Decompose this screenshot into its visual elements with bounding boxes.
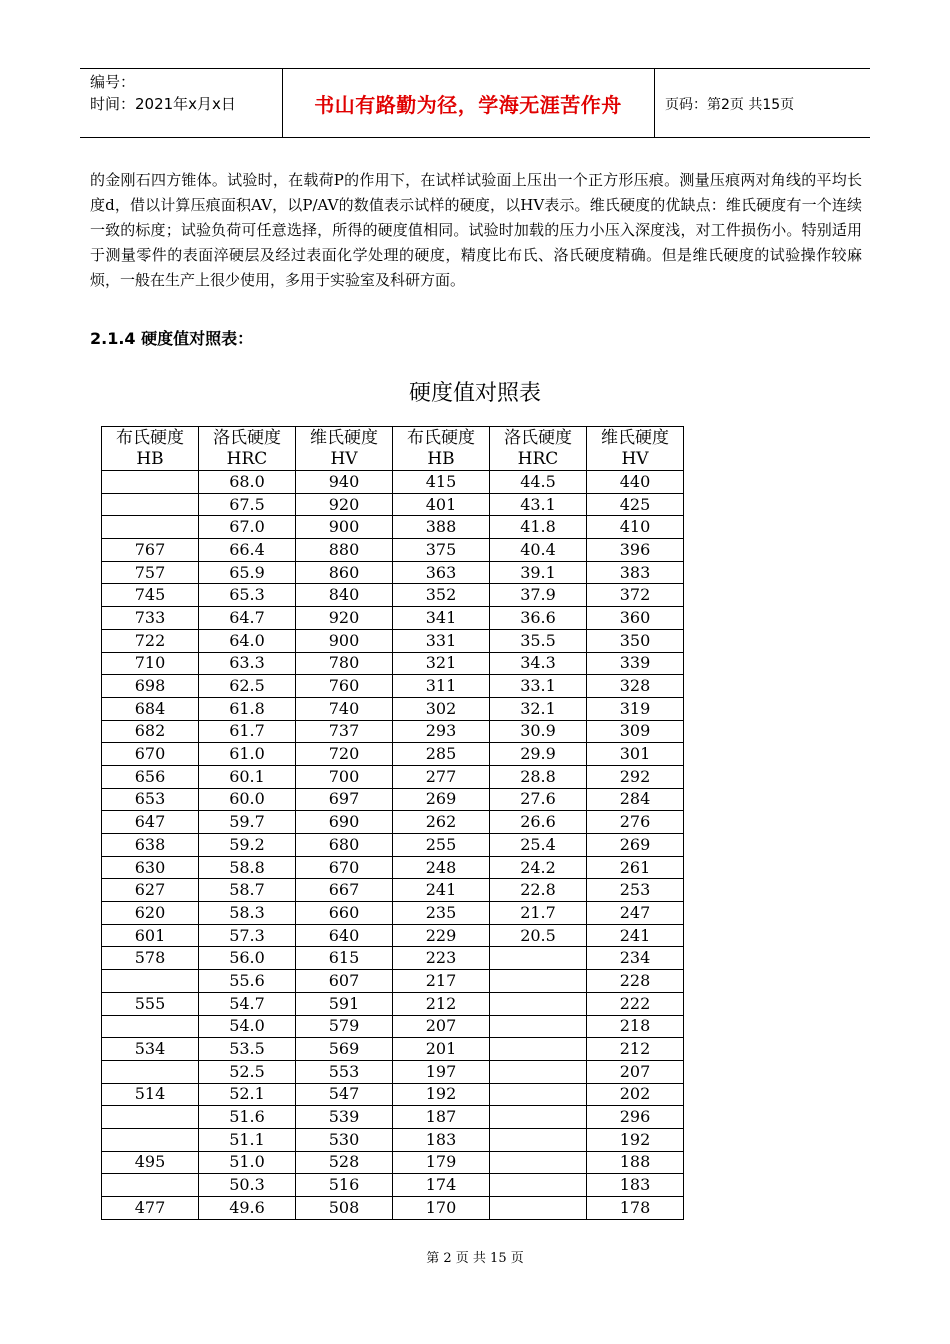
table-cell: 410 [587,516,684,539]
table-row [102,652,684,675]
table-cell: 234 [587,947,684,970]
table-cell: 36.6 [490,607,587,630]
table-cell: 262 [393,811,490,834]
table-cell [490,1106,587,1129]
table-cell: 690 [296,811,393,834]
table-cell: 555 [102,992,199,1015]
table-cell: 415 [393,471,490,494]
table-cell [102,1060,199,1083]
table-cell: 51.0 [199,1151,296,1174]
table-cell: 740 [296,697,393,720]
table-cell: 20.5 [490,924,587,947]
table-cell: 241 [587,924,684,947]
table-cell: 202 [587,1083,684,1106]
table-cell: 58.3 [199,902,296,925]
table-cell: 170 [393,1197,490,1220]
table-cell: 660 [296,902,393,925]
table-cell: 615 [296,947,393,970]
table-cell: 698 [102,675,199,698]
section-heading: 2.1.4 硬度值对照表： [90,329,254,348]
table-cell: 767 [102,539,199,562]
table-cell: 296 [587,1106,684,1129]
table-cell: 508 [296,1197,393,1220]
table-cell: 50.3 [199,1174,296,1197]
table-cell: 780 [296,652,393,675]
table-cell: 55.6 [199,970,296,993]
table-cell: 44.5 [490,471,587,494]
table-header-row [102,427,684,471]
table-cell: 495 [102,1151,199,1174]
column-header-name: 布氏硬度 [116,427,184,448]
column-header-name: 洛氏硬度 [213,427,281,448]
table-row [102,743,684,766]
table-cell: 22.8 [490,879,587,902]
table-row [102,1038,684,1061]
table-cell: 920 [296,493,393,516]
table-cell: 51.1 [199,1128,296,1151]
table-cell: 60.1 [199,765,296,788]
column-header [587,427,684,471]
table-cell: 192 [587,1128,684,1151]
table-cell: 547 [296,1083,393,1106]
table-cell: 656 [102,765,199,788]
table-cell: 292 [587,765,684,788]
table-cell: 745 [102,584,199,607]
table-row [102,765,684,788]
header-meta-cell [80,69,283,137]
table-cell [102,970,199,993]
table-cell: 228 [587,970,684,993]
table-cell: 733 [102,607,199,630]
column-header [296,427,393,471]
table-cell: 41.8 [490,516,587,539]
table-cell: 277 [393,765,490,788]
table-cell: 341 [393,607,490,630]
table-cell: 21.7 [490,902,587,925]
table-cell: 58.8 [199,856,296,879]
table-cell: 285 [393,743,490,766]
column-header [199,427,296,471]
table-cell: 183 [393,1128,490,1151]
table-cell: 65.9 [199,561,296,584]
table-cell: 269 [393,788,490,811]
table-row [102,924,684,947]
table-cell: 539 [296,1106,393,1129]
table-cell: 757 [102,561,199,584]
table-cell: 352 [393,584,490,607]
table-cell [490,1151,587,1174]
table-cell: 54.0 [199,1015,296,1038]
table-cell [490,1038,587,1061]
table-cell: 62.5 [199,675,296,698]
table-cell: 319 [587,697,684,720]
table-cell: 24.2 [490,856,587,879]
table-cell: 516 [296,1174,393,1197]
table-cell: 33.1 [490,675,587,698]
table-cell: 530 [296,1128,393,1151]
table-cell: 682 [102,720,199,743]
table-cell: 284 [587,788,684,811]
column-header-name: 洛氏硬度 [504,427,572,448]
column-header-unit: HB [136,448,164,469]
table-row [102,788,684,811]
column-header-unit: HRC [517,448,559,469]
table-cell [490,947,587,970]
table-cell: 302 [393,697,490,720]
table-cell: 293 [393,720,490,743]
table-cell: 60.0 [199,788,296,811]
table-cell: 477 [102,1197,199,1220]
table-cell: 49.6 [199,1197,296,1220]
table-cell: 253 [587,879,684,902]
table-cell: 940 [296,471,393,494]
table-cell: 440 [587,471,684,494]
table-cell: 601 [102,924,199,947]
table-cell: 27.6 [490,788,587,811]
table-cell: 255 [393,834,490,857]
table-cell: 514 [102,1083,199,1106]
table-cell: 269 [587,834,684,857]
table-body [102,471,684,1220]
table-row [102,992,684,1015]
table-cell: 760 [296,675,393,698]
table-cell: 63.3 [199,652,296,675]
table-cell: 29.9 [490,743,587,766]
table-cell: 534 [102,1038,199,1061]
table-cell: 35.5 [490,629,587,652]
table-cell: 638 [102,834,199,857]
table-cell: 697 [296,788,393,811]
hardness-table [101,426,684,1220]
table-cell: 680 [296,834,393,857]
table-cell: 425 [587,493,684,516]
table-row [102,493,684,516]
table-cell: 670 [296,856,393,879]
table-cell: 396 [587,539,684,562]
table-cell: 197 [393,1060,490,1083]
table-cell: 700 [296,765,393,788]
table-row [102,856,684,879]
table-cell: 207 [393,1015,490,1038]
table-cell: 653 [102,788,199,811]
table-cell: 187 [393,1106,490,1129]
table-row [102,629,684,652]
table-row [102,811,684,834]
table-row [102,584,684,607]
column-header-unit: HB [427,448,455,469]
table-cell: 321 [393,652,490,675]
header-page-cell [655,69,870,137]
table-cell: 375 [393,539,490,562]
table-cell: 218 [587,1015,684,1038]
table-cell: 578 [102,947,199,970]
table-row [102,720,684,743]
table-cell: 301 [587,743,684,766]
table-cell: 276 [587,811,684,834]
table-cell [490,1060,587,1083]
table-cell: 61.0 [199,743,296,766]
table-cell: 56.0 [199,947,296,970]
table-row [102,834,684,857]
table-row [102,1174,684,1197]
table-cell [102,1106,199,1129]
table-cell [102,1015,199,1038]
table-cell [102,1128,199,1151]
table-cell: 261 [587,856,684,879]
column-header [490,427,587,471]
table-row [102,1106,684,1129]
header-page-label: 页码：第2页 共15页 [665,97,795,113]
table-cell [490,1015,587,1038]
table-title: 硬度值对照表 [408,381,541,406]
table-cell: 383 [587,561,684,584]
column-header-name: 维氏硬度 [601,427,669,448]
table-cell: 229 [393,924,490,947]
table-cell: 39.1 [490,561,587,584]
table-cell: 179 [393,1151,490,1174]
table-cell: 174 [393,1174,490,1197]
body-paragraph: 的金刚石四方锥体。试验时，在载荷P的作用下，在试样试验面上压出一个正方形压痕。测量压痕两对角线的平均长度d，借以计算压痕面积AV，以P/AV的数值表示试样的硬度，以HV表示。维氏硬度的优缺点：维氏硬度有一个连续一致的标度；试验负荷可任意选择，所得的硬度值相同。试验时加载的压力小压入深度浅，对工件损伤小。特别适用于测量零件的表面淬硬层及经过表面化学处理的硬度，精度比布氏、洛氏硬度精确。但是维氏硬度的试验操作较麻烦，一般在生产上很少使用，多用于实验室及科研方面。 [90,171,862,289]
table-cell: 667 [296,879,393,902]
table-cell [490,1128,587,1151]
table-cell: 388 [393,516,490,539]
table-cell: 65.3 [199,584,296,607]
document-number-label: 编号： [90,73,136,91]
table-cell: 222 [587,992,684,1015]
table-cell: 52.5 [199,1060,296,1083]
table-cell: 309 [587,720,684,743]
table-cell [490,1174,587,1197]
table-row [102,675,684,698]
table-cell: 880 [296,539,393,562]
table-cell: 311 [393,675,490,698]
table-cell: 53.5 [199,1038,296,1061]
table-cell: 67.5 [199,493,296,516]
table-row [102,970,684,993]
header-motto: 书山有路勤为径，学海无涯苦作舟 [314,93,622,117]
table-cell [490,970,587,993]
table-cell: 720 [296,743,393,766]
table-row [102,902,684,925]
table-cell: 207 [587,1060,684,1083]
table-row [102,1128,684,1151]
table-cell [102,493,199,516]
table-cell: 591 [296,992,393,1015]
table-cell [490,1197,587,1220]
table-cell: 40.4 [490,539,587,562]
table-cell: 188 [587,1151,684,1174]
table-cell: 360 [587,607,684,630]
table-row [102,561,684,584]
table-cell [490,1083,587,1106]
table-cell: 25.4 [490,834,587,857]
table-cell: 54.7 [199,992,296,1015]
document-date-label: 时间：2021年x月x日 [90,95,236,113]
table-cell: 860 [296,561,393,584]
table-cell: 920 [296,607,393,630]
table-cell: 51.6 [199,1106,296,1129]
table-row [102,539,684,562]
table-cell: 58.7 [199,879,296,902]
table-row [102,607,684,630]
table-row [102,516,684,539]
page-header [80,68,870,138]
table-cell: 620 [102,902,199,925]
table-cell: 647 [102,811,199,834]
table-cell: 722 [102,629,199,652]
table-cell: 34.3 [490,652,587,675]
table-cell: 247 [587,902,684,925]
table-cell: 64.7 [199,607,296,630]
table-row [102,1151,684,1174]
table-cell: 61.7 [199,720,296,743]
table-cell: 401 [393,493,490,516]
table-cell: 183 [587,1174,684,1197]
table-cell: 607 [296,970,393,993]
page-footer: 第 2 页 共 15 页 [426,1251,524,1266]
table-row [102,879,684,902]
table-cell: 37.9 [490,584,587,607]
column-header-name: 维氏硬度 [310,427,378,448]
table-cell: 331 [393,629,490,652]
table-cell: 840 [296,584,393,607]
table-cell: 350 [587,629,684,652]
table-cell: 553 [296,1060,393,1083]
table-cell [102,516,199,539]
table-cell: 328 [587,675,684,698]
column-header-unit: HRC [226,448,268,469]
table-cell: 737 [296,720,393,743]
table-cell: 900 [296,516,393,539]
table-cell: 569 [296,1038,393,1061]
table-row [102,1083,684,1106]
table-cell: 52.1 [199,1083,296,1106]
header-motto-cell [282,69,655,137]
column-header-unit: HV [330,448,358,469]
table-cell: 178 [587,1197,684,1220]
table-row [102,1197,684,1220]
table-cell [102,1174,199,1197]
table-cell: 372 [587,584,684,607]
table-cell: 212 [393,992,490,1015]
table-cell: 43.1 [490,493,587,516]
table-cell: 235 [393,902,490,925]
table-cell: 26.6 [490,811,587,834]
table-cell: 212 [587,1038,684,1061]
table-cell: 339 [587,652,684,675]
column-header-unit: HV [621,448,649,469]
table-cell: 61.8 [199,697,296,720]
table-cell: 217 [393,970,490,993]
table-cell: 630 [102,856,199,879]
table-cell: 59.7 [199,811,296,834]
table-cell: 68.0 [199,471,296,494]
table-row [102,1015,684,1038]
table-cell: 66.4 [199,539,296,562]
table-cell [490,992,587,1015]
column-header [393,427,490,471]
table-cell: 248 [393,856,490,879]
table-cell: 64.0 [199,629,296,652]
table-cell: 684 [102,697,199,720]
table-cell: 710 [102,652,199,675]
table-cell: 627 [102,879,199,902]
table-row [102,1060,684,1083]
table-cell: 579 [296,1015,393,1038]
table-cell: 241 [393,879,490,902]
table-cell: 670 [102,743,199,766]
table-row [102,697,684,720]
table-cell: 363 [393,561,490,584]
table-cell: 57.3 [199,924,296,947]
table-cell: 67.0 [199,516,296,539]
table-cell: 528 [296,1151,393,1174]
table-cell: 32.1 [490,697,587,720]
table-cell: 28.8 [490,765,587,788]
table-row [102,947,684,970]
table-cell: 201 [393,1038,490,1061]
column-header-name: 布氏硬度 [407,427,475,448]
table-cell: 59.2 [199,834,296,857]
table-row [102,471,684,494]
table-cell: 223 [393,947,490,970]
table-cell: 900 [296,629,393,652]
table-cell: 192 [393,1083,490,1106]
table-cell: 30.9 [490,720,587,743]
table-cell [102,471,199,494]
table-cell: 640 [296,924,393,947]
column-header [102,427,199,471]
